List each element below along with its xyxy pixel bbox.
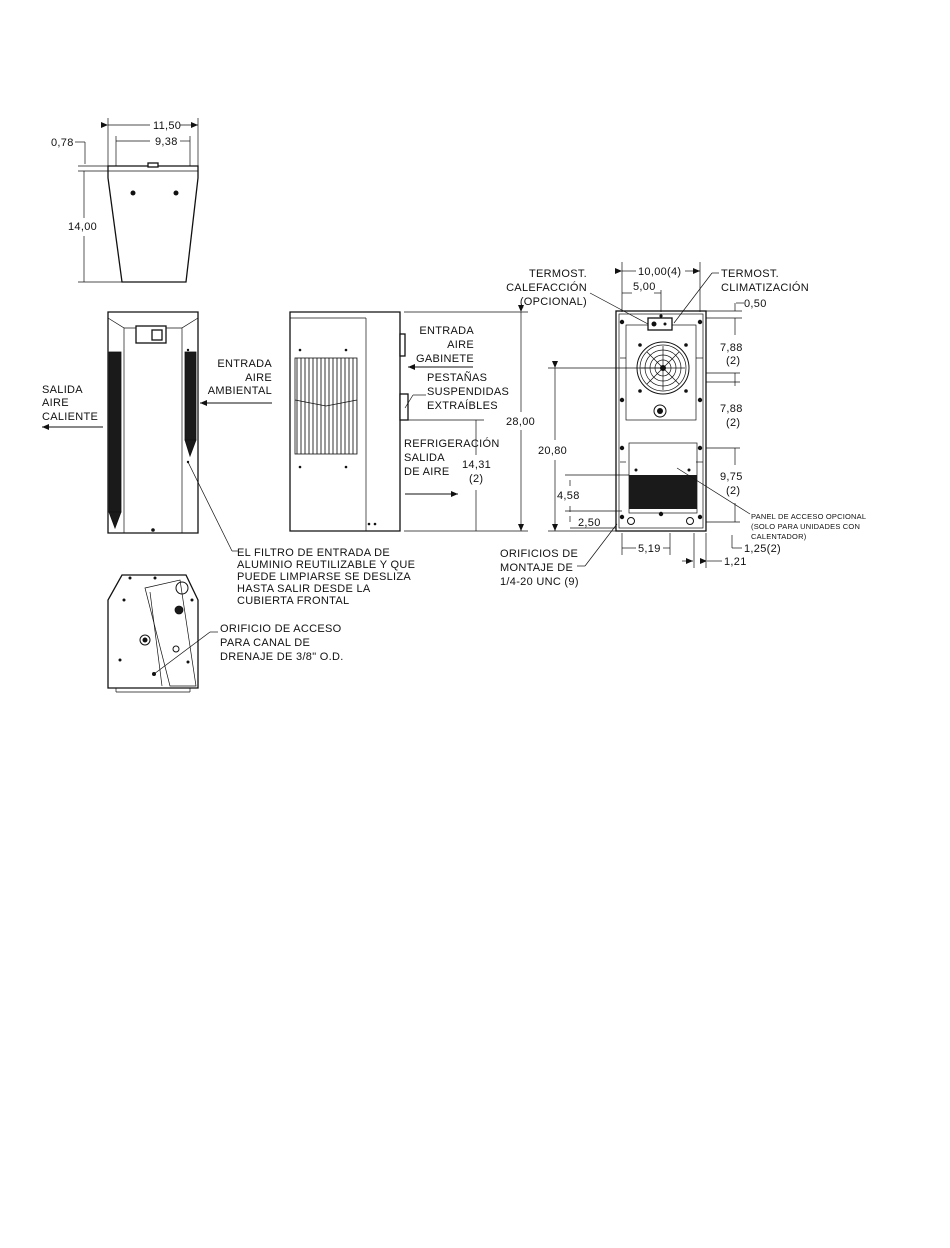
label-salida-aire-caliente — [42, 384, 98, 423]
label-line: TERMOST. — [528, 268, 587, 280]
dim-bottom-offset: 2,50 — [578, 517, 601, 529]
label-line: ENTRADA — [217, 358, 272, 370]
label-line: CALENTADOR) — [751, 532, 807, 541]
label-line: 1/4-20 UNC (9) — [500, 576, 579, 588]
label-line: DE AIRE — [404, 466, 450, 478]
label-orificios-montaje — [500, 548, 579, 588]
label-entrada-aire-ambiental — [208, 358, 273, 397]
label-line: SALIDA — [404, 452, 445, 464]
dim-panel-height: 4,58 — [557, 490, 580, 502]
label-orificio-drenaje — [220, 623, 344, 663]
label-line: HASTA SALIR DESDE LA — [237, 583, 371, 595]
side-view — [290, 312, 535, 531]
dim-bottom-width: 5,19 — [638, 543, 661, 555]
dim-side-offset-1: 1,25(2) — [744, 543, 781, 555]
dim-spacing-3: 9,75 — [720, 471, 743, 483]
label-line: MONTAJE DE — [500, 562, 574, 574]
dim-exhaust-height-qty: (2) — [469, 473, 484, 485]
dim-side-offset-2: 1,21 — [724, 556, 747, 568]
dim-top-offset: 0,50 — [744, 298, 767, 310]
label-line: GABINETE — [415, 353, 474, 365]
dim-top-width-inner: 9,38 — [155, 136, 178, 148]
label-filtro — [237, 547, 415, 607]
label-line: CALIENTE — [42, 411, 99, 423]
label-pestanas — [427, 371, 509, 412]
label-panel-acceso — [751, 512, 866, 541]
dim-top-width-outer: 11,50 — [153, 120, 182, 132]
label-line: PANEL DE ACCESO OPCIONAL — [751, 512, 867, 521]
label-line: AMBIENTAL — [207, 385, 272, 397]
label-line: ORIFICIOS DE — [500, 548, 579, 560]
bottom-view — [108, 575, 218, 692]
dim-back-half-width: 5,00 — [633, 281, 656, 293]
label-termost-climatizacion — [721, 268, 809, 294]
label-line: CLIMATIZACIÓN — [721, 282, 810, 294]
label-line: CUBIERTA FRONTAL — [237, 595, 350, 607]
dim-back-width: 10,00(4) — [638, 266, 682, 278]
label-line: EXTRAÍBLES — [427, 400, 498, 412]
label-line: AIRE — [245, 372, 272, 384]
label-line: EL FILTRO DE ENTRADA DE — [237, 547, 390, 559]
top-view — [51, 118, 198, 282]
label-line: PUEDE LIMPIARSE SE DESLIZA — [237, 571, 412, 583]
label-refrigeracion — [404, 437, 500, 478]
label-line: TERMOST. — [721, 268, 780, 280]
label-line: (SOLO PARA UNIDADES CON — [751, 522, 861, 531]
dim-top-lip: 0,78 — [51, 137, 74, 149]
label-line: (OPCIONAL) — [519, 296, 587, 308]
label-line: CALEFACCIÓN — [506, 282, 587, 294]
dim-height-mount: 20,80 — [538, 445, 568, 457]
label-line: AIRE — [42, 397, 69, 409]
dim-spacing-3-qty: (2) — [726, 485, 741, 497]
label-line: SUSPENDIDAS — [427, 386, 510, 398]
dim-height-total: 28,00 — [506, 416, 536, 428]
label-line: ORIFICIO DE ACCESO — [220, 623, 342, 635]
label-line: DRENAJE DE 3/8" O.D. — [220, 651, 344, 663]
label-line: PESTAÑAS — [427, 372, 488, 384]
dim-spacing-2: 7,88 — [720, 403, 743, 415]
label-line: ENTRADA — [419, 325, 474, 337]
label-line: PARA CANAL DE — [220, 637, 311, 649]
label-line: REFRIGERACIÓN — [404, 438, 500, 450]
label-entrada-aire-gabinete — [416, 325, 474, 365]
dim-spacing-1: 7,88 — [720, 342, 743, 354]
dim-spacing-1-qty: (2) — [726, 355, 741, 367]
dim-top-depth: 14,00 — [68, 221, 98, 233]
dim-spacing-2-qty: (2) — [726, 417, 741, 429]
label-line: AIRE — [447, 339, 474, 351]
label-line: SALIDA — [42, 384, 83, 396]
label-line: ALUMINIO REUTILIZABLE Y QUE — [237, 559, 416, 571]
label-termost-calefaccion — [506, 268, 587, 308]
dim-exhaust-height: 14,31 — [462, 459, 492, 471]
